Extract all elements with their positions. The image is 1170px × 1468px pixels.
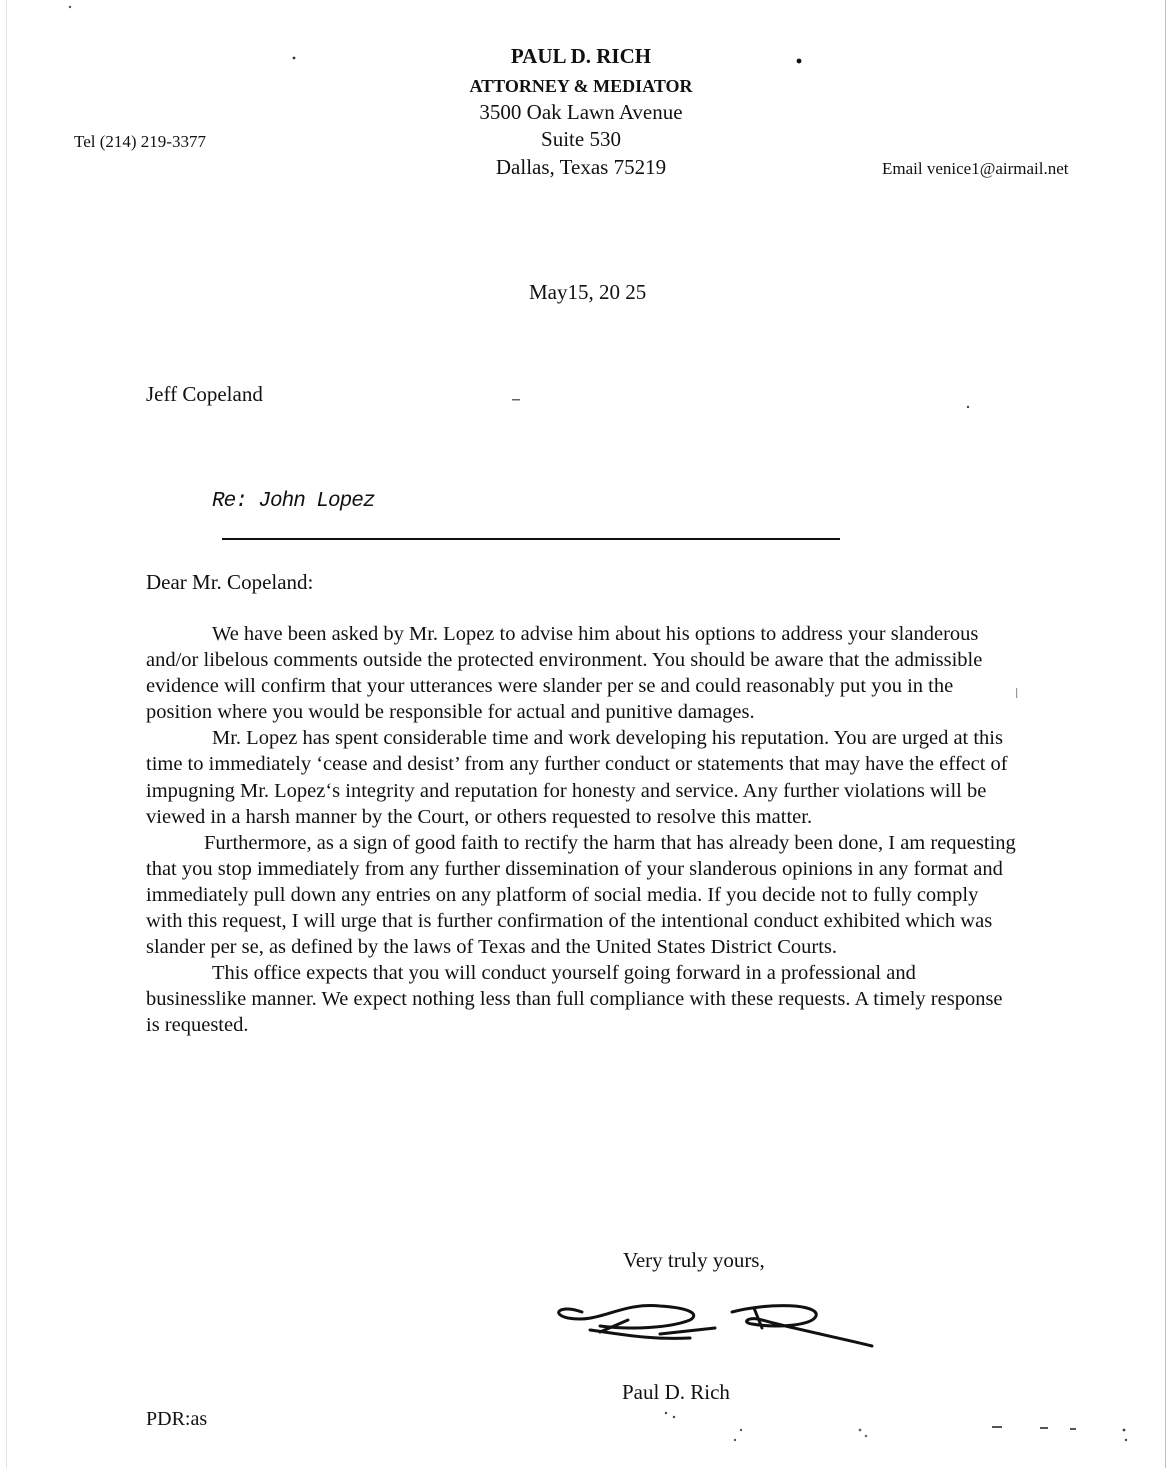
telephone: Tel (214) 219-3377: [74, 132, 206, 151]
letterhead-street: 3500 Oak Lawn Avenue: [479, 100, 683, 124]
body-paragraph-1: We have been asked by Mr. Lopez to advise him about his options to address your slanderous and/or libelous comments outside the protected environment. You should be aware that the admissible evidence will confirm that your utterances were slander per se and could reasonably put you in the position where you would be responsible for actual and punitive damages.: [146, 623, 983, 724]
typist-initials: PDR:as: [146, 1408, 208, 1430]
letterhead-name: PAUL D. RICH: [510, 44, 652, 68]
closing: Very truly yours,: [623, 1248, 765, 1272]
letterhead-title: ATTORNEY & MEDIATOR: [469, 76, 693, 96]
salutation: Dear Mr. Copeland:: [146, 570, 314, 594]
body-paragraph-4: This office expects that you will conduct yourself going forward in a professional and businesslike manner. We expect nothing less than full compliance with these requests. A timely response is requested.: [146, 962, 1003, 1037]
re-line: Re: John Lopez: [212, 490, 375, 513]
body-paragraph-2: Mr. Lopez has spent considerable time and work developing his reputation. You are urged at this time to immediately ‘cease and desist’ from any further conduct or statements that may have the effect of impugning Mr. Lopez‘s integrity and reputation for honesty and service. Any further violations will be viewed in a harsh manner by the Court, or others requested to resolve this matter.: [146, 727, 1008, 828]
letter-date: May15, 20 25: [529, 280, 647, 304]
body-paragraph-3: Furthermore, as a sign of good faith to rectify the harm that has already been done, I am requesting that you stop immediately from any further dissemination of your slanderous opinions in any format and immediately pull down any entries on any platform of social media. If you decide not to fully comply with this request, I will urge that is further confirmation of the intentional conduct exhibited which was slander per se, as defined by the laws of Texas and the United States District Courts.: [146, 831, 1016, 959]
recipient-name: Jeff Copeland: [146, 382, 263, 406]
letterhead-suite: Suite 530: [541, 127, 621, 151]
email: Email venice1@airmail.net: [882, 159, 1069, 178]
signer-name: Paul D. Rich: [622, 1380, 730, 1404]
letterhead-city: Dallas, Texas 75219: [495, 155, 667, 179]
